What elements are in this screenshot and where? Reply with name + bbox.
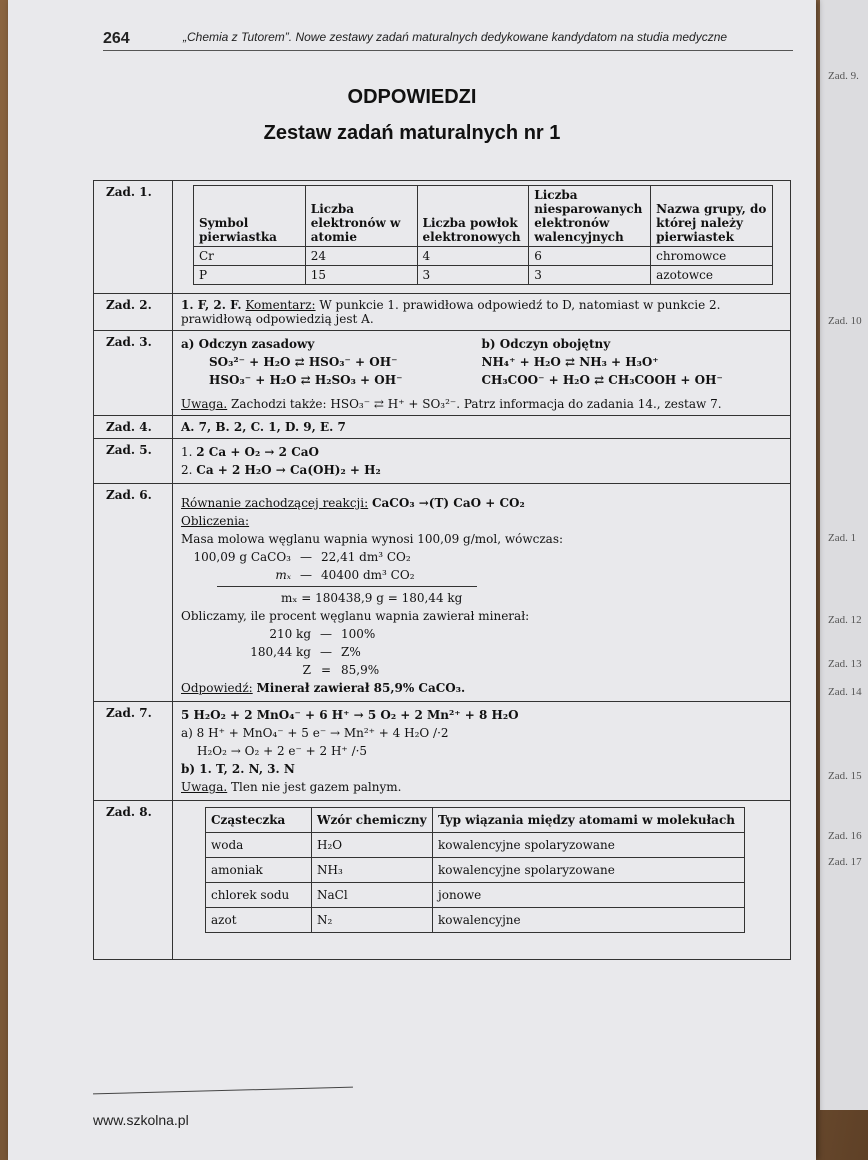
right-tab: Zad. 17 — [828, 856, 862, 868]
note-text: Tlen nie jest gazem palnym. — [231, 780, 402, 794]
table-cell: P — [194, 266, 306, 285]
table-cell: 15 — [305, 266, 417, 285]
equation: SO₃²⁻ + H₂O ⇄ HSO₃⁻ + OH⁻ — [209, 355, 398, 369]
proportion-cell: — — [300, 568, 312, 582]
table-header: Cząsteczka — [206, 808, 312, 833]
proportion-cell: — — [320, 627, 332, 641]
table-header: Liczba niesparowanych elektronów walencyjnych — [529, 186, 651, 247]
proportion-cell: = — [320, 663, 332, 677]
note-label: Uwaga. — [181, 397, 228, 411]
table-row — [206, 833, 745, 858]
equation: 5 H₂O₂ + 2 MnO₄⁻ + 6 H⁺ → 5 O₂ + 2 Mn²⁺ + 8 H₂O — [181, 708, 519, 722]
table-cell: azot — [206, 908, 312, 933]
proportion-cell: mₓ — [275, 568, 291, 582]
part-b-title: b) Odczyn obojętny — [481, 337, 611, 351]
equation: CaCO₃ →(T) CaO + CO₂ — [371, 496, 525, 510]
table-cell: 6 — [529, 247, 651, 266]
table-cell: kowalencyjne spolaryzowane — [433, 833, 745, 858]
table-row — [194, 266, 773, 285]
comment-label: Komentarz: — [245, 298, 316, 312]
running-title: „Chemia z Tutorem”. Nowe zestawy zadań maturalnych dedykowane kandydatom na studia medyczne — [183, 30, 728, 44]
task-row-5 — [94, 439, 791, 484]
comment-text: W punkcie 1. prawidłowa odpowiedź to D, natomiast w punkcie 2. prawidłową odpowiedzią jest A. — [181, 298, 721, 326]
elements-table — [193, 185, 773, 285]
proportion-cell: 100% — [341, 627, 376, 641]
note-text: Zachodzi także: HSO₃⁻ ⇄ H⁺ + SO₃²⁻. Patrz informacja do zadania 14., zestaw 7. — [231, 397, 722, 411]
proportion-cell: 100,09 g CaCO₃ — [193, 550, 291, 564]
task-row-3 — [94, 331, 791, 416]
equation: CH₃COO⁻ + H₂O ⇄ CH₃COOH + OH⁻ — [481, 373, 723, 387]
right-tab: Zad. 9. — [828, 70, 859, 82]
answers-table — [93, 180, 791, 960]
table-cell: kowalencyjne spolaryzowane — [433, 858, 745, 883]
task-row-7 — [94, 702, 791, 801]
task-row-1 — [94, 181, 791, 294]
table-cell: Cr — [194, 247, 306, 266]
table-cell: NaCl — [312, 883, 433, 908]
table-cell: N₂ — [312, 908, 433, 933]
footer-url: www.szkolna.pl — [93, 1112, 189, 1128]
table-header: Symbol pierwiastka — [194, 186, 306, 247]
task-row-4 — [94, 416, 791, 439]
footer-divider — [93, 1087, 353, 1095]
proportion-cell: Z — [302, 663, 311, 677]
answer-text: 1. F, 2. F. — [181, 298, 242, 312]
proportion-cell: 40400 dm³ CO₂ — [321, 568, 415, 582]
result-line: mₓ = 180438,9 g = 180,44 kg — [281, 591, 463, 605]
table-row — [206, 908, 745, 933]
task-row-2 — [94, 294, 791, 331]
task-label: Zad. 4. — [94, 416, 173, 439]
answer-label: Odpowiedź: — [181, 681, 253, 695]
note-label: Uwaga. — [181, 780, 228, 794]
right-tab: Zad. 10 — [828, 315, 862, 327]
right-tab: Zad. 13 — [828, 658, 862, 670]
item-number: 1. — [181, 445, 193, 459]
table-header: Wzór chemiczny — [312, 808, 433, 833]
table-cell: amoniak — [206, 858, 312, 883]
table-header: Liczba elektronów w atomie — [305, 186, 417, 247]
table-row — [206, 883, 745, 908]
task-label: Zad. 6. — [94, 484, 173, 702]
part-a-title: a) Odczyn zasadowy — [181, 337, 315, 351]
divider — [217, 586, 477, 587]
table-cell: chromowce — [651, 247, 773, 266]
proportion-cell: — — [320, 645, 332, 659]
answer-text: A. 7, B. 2, C. 1, D. 9, E. 7 — [173, 416, 791, 439]
task-label: Zad. 5. — [94, 439, 173, 484]
table-cell: 4 — [417, 247, 529, 266]
adjacent-page — [820, 0, 868, 1110]
table-cell: H₂O — [312, 833, 433, 858]
page-number: 264 — [103, 30, 130, 47]
table-cell: woda — [206, 833, 312, 858]
table-header: Liczba powłok elektronowych — [417, 186, 529, 247]
calc-label: Obliczenia: — [181, 514, 250, 528]
table-cell: NH₃ — [312, 858, 433, 883]
table-cell: 3 — [417, 266, 529, 285]
answer-text: Minerał zawierał 85,9% CaCO₃. — [256, 681, 466, 695]
table-cell: 3 — [529, 266, 651, 285]
table-cell: jonowe — [433, 883, 745, 908]
table-row — [194, 247, 773, 266]
proportion-cell: 180,44 kg — [250, 645, 311, 659]
table-header: Typ wiązania między atomami w molekułach — [433, 808, 745, 833]
reaction-label: Równanie zachodzącej reakcji: — [181, 496, 369, 510]
table-cell: azotowce — [651, 266, 773, 285]
task-label: Zad. 7. — [94, 702, 173, 801]
proportion-cell: Z% — [341, 645, 361, 659]
equation: HSO₃⁻ + H₂O ⇄ H₂SO₃ + OH⁻ — [209, 373, 403, 387]
page-title: ODPOWIEDZI — [347, 86, 477, 108]
proportion-cell: — — [300, 550, 312, 564]
task-label: Zad. 8. — [94, 801, 173, 960]
task-row-8 — [94, 801, 791, 960]
task-label: Zad. 2. — [94, 294, 173, 331]
proportion-cell: 22,41 dm³ CO₂ — [321, 550, 411, 564]
item-number: 2. — [181, 463, 193, 477]
page-header — [103, 22, 793, 51]
task-label: Zad. 1. — [94, 181, 173, 294]
task-row-6 — [94, 484, 791, 702]
table-row — [206, 858, 745, 883]
book-page — [8, 0, 816, 1160]
task-label: Zad. 3. — [94, 331, 173, 416]
right-tab: Zad. 12 — [828, 614, 862, 626]
right-tab: Zad. 14 — [828, 686, 862, 698]
table-cell: chlorek sodu — [206, 883, 312, 908]
table-header: Nazwa grupy, do której należy pierwiastek — [651, 186, 773, 247]
equation: NH₄⁺ + H₂O ⇄ NH₃ + H₃O⁺ — [481, 355, 659, 369]
page-subtitle: Zestaw zadań maturalnych nr 1 — [263, 122, 561, 144]
proportion-cell: 210 kg — [269, 627, 311, 641]
percent-text: Obliczamy, ile procent węglanu wapnia zawierał minerał: — [181, 609, 530, 623]
bonds-table — [205, 807, 745, 933]
half-reaction: H₂O₂ → O₂ + 2 e⁻ + 2 H⁺ /·5 — [197, 744, 368, 758]
half-reaction: a) 8 H⁺ + MnO₄⁻ + 5 e⁻ → Mn²⁺ + 4 H₂O /·2 — [181, 726, 449, 740]
molar-text: Masa molowa węglanu wapnia wynosi 100,09 g/mol, wówczas: — [181, 532, 564, 546]
right-tab: Zad. 15 — [828, 770, 862, 782]
table-cell: 24 — [305, 247, 417, 266]
proportion-cell: 85,9% — [341, 663, 380, 677]
answer-text: b) 1. T, 2. N, 3. N — [181, 762, 295, 776]
right-tab: Zad. 16 — [828, 830, 862, 842]
right-tab: Zad. 1 — [828, 532, 857, 544]
table-cell: kowalencyjne — [433, 908, 745, 933]
equation: 2 Ca + O₂ → 2 CaO — [196, 445, 319, 459]
equation: Ca + 2 H₂O → Ca(OH)₂ + H₂ — [196, 463, 381, 477]
